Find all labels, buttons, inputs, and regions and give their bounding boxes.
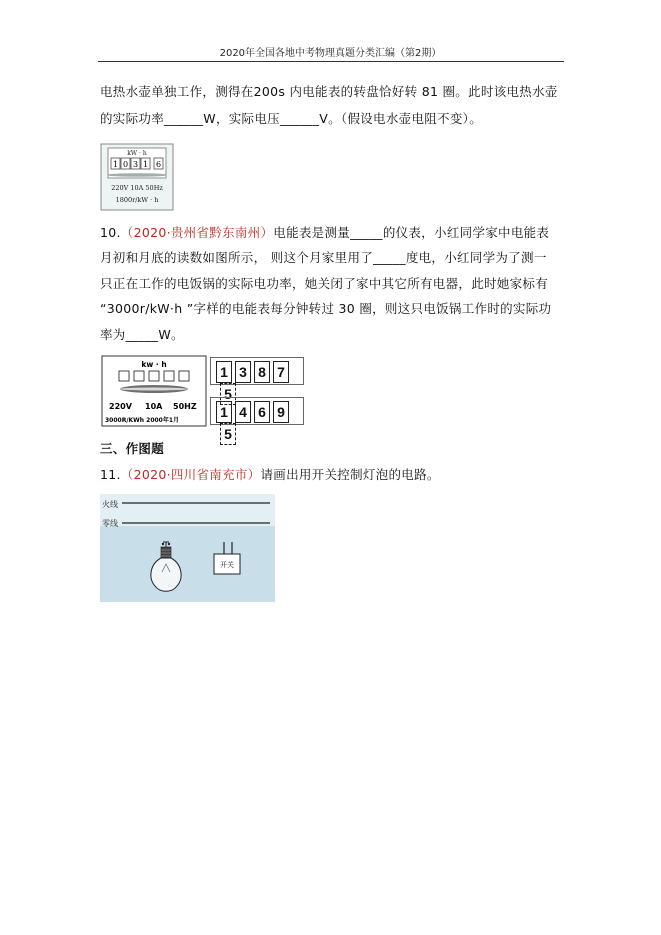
meter2-unit: kw · h	[141, 360, 167, 369]
reading-end-digit: 4	[235, 401, 251, 423]
q10-number: 10.	[100, 225, 121, 240]
meter1-unit: kW · h	[127, 150, 147, 157]
q10-line5: 率为_____W。	[100, 327, 184, 342]
reading-end-decimal-digit: 5	[220, 423, 236, 445]
reading-start-digit: 8	[254, 361, 270, 383]
switch-label: 开关	[220, 561, 234, 569]
reading-start-digit: 3	[235, 361, 251, 383]
meter1-digit: 1	[142, 160, 149, 169]
q11-line	[100, 467, 440, 483]
reading-end-digit: 6	[254, 401, 270, 423]
meter1-digit: 3	[132, 160, 139, 169]
live-wire-label: 火线	[102, 500, 118, 509]
electric-meter-image-2	[101, 355, 207, 427]
meter2-voltage: 220V	[109, 402, 132, 411]
meter1-digit: 0	[122, 160, 129, 169]
meter2-current: 10A	[145, 402, 163, 411]
reading-end-digit: 9	[273, 401, 289, 423]
section-title: 三、作图题	[100, 441, 165, 456]
meter1-rate: 1800r/kW · h	[115, 196, 159, 204]
reading-end-panel	[210, 397, 304, 442]
meter1-digits	[111, 158, 163, 169]
meter2-rate: 3000R/KWh 2000年1月	[105, 417, 180, 424]
neutral-wire-label: 零线	[102, 519, 118, 528]
page-header: 2020年全国各地中考物理真题分类汇编（第2期）	[219, 48, 442, 59]
reading-start-digit: 1	[216, 361, 232, 383]
q10-line3: 只正在工作的电饭锅的实际电功率，她关闭了家中其它所有电器，此时她家标有	[100, 276, 549, 291]
q10-line4: “3000r/kW·h ”字样的电能表每分钟转过 30 圈，则这只电饭锅工作时的实际功	[100, 301, 552, 316]
reading-start-decimal-digit: 5	[220, 383, 236, 405]
q11-source: （2020·四川省南充市）	[120, 467, 261, 482]
q10-line1-text: 电能表是测量_____的仪表，小红同学家中电能表	[273, 225, 550, 240]
q10-line1	[100, 225, 549, 241]
q9-line1: 电热水壶单独工作，测得在200s 内电能表的转盘恰好转 81 圈。此时该电热水壶	[100, 84, 558, 99]
header-rule	[98, 61, 564, 62]
electric-meter-image-1	[100, 143, 174, 211]
meter1-spec: 220V 10A 50Hz	[111, 184, 163, 192]
reading-start-digit: 7	[273, 361, 289, 383]
circuit-diagram-image	[100, 494, 275, 602]
q11-text: 请画出用开关控制灯泡的电路。	[260, 467, 440, 482]
q10-source: （2020·贵州省黔东南州）	[120, 225, 274, 240]
q11-number: 11.	[100, 467, 121, 482]
meter1-digit: 1	[112, 160, 119, 169]
circuit-background	[100, 526, 275, 602]
reading-end-digit: 1	[216, 401, 232, 423]
meter1-digit: 6	[155, 160, 162, 169]
meter2-frequency: 50HZ	[173, 402, 197, 411]
q9-line2: 的实际功率______W，实际电压______V。（假设电水壶电阻不变）。	[100, 111, 483, 126]
q10-line2: 月初和月底的读数如图所示， 则这个月家里用了_____度电，小红同学为了测一	[100, 250, 547, 265]
reading-start-panel	[210, 357, 304, 402]
